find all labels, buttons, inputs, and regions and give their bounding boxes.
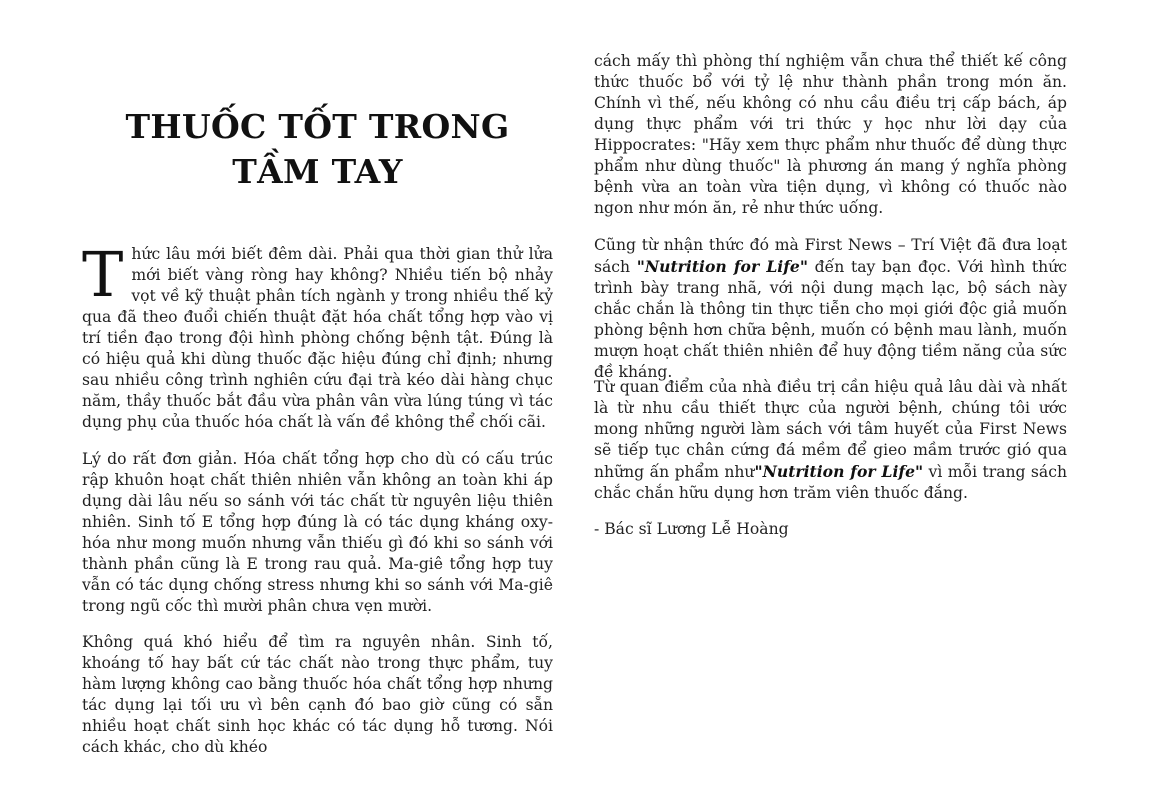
book-title: "Nutrition for Life" — [636, 257, 808, 276]
left-paragraph-1-text: hức lâu mới biết đêm dài. Phải qua thời gian thử lửa mới biết vàng ròng hay không? Nhiều tiến bộ nhảy vọt về kỹ thuật phân tích ngành y trong nhiều thế kỷ qua đã theo đuổi chiến thuật đặt hóa chất tổng hợp vào vị trí tiền đạo trong đội hình phòng chống bệnh tật. Đúng là có hiệu quả khi dùng thuốc đặc hiệu đúng chỉ định; nhưng sau nhiều công trình nghiên cứu đại trà kéo dài hàng chục năm, thầy thuốc bắt đầu vừa phân vân vừa lúng túng vì tác dụng phụ của thuốc hóa chất là vấn đề không thể chối cãi. — [82, 245, 553, 431]
left-paragraph-1 — [82, 238, 553, 433]
left-paragraph-2: Lý do rất đơn giản. Hóa chất tổng hợp cho dù có cấu trúc rập khuôn hoạt chất thiên nhiên vẫn không an toàn khi áp dụng dài lâu nếu so sánh với tác chất từ nguyên liệu thiên nhiên. Sinh tố E tổng hợp đúng là có tác dụng kháng oxy-hóa như mong muốn nhưng vẫn thiếu gì đó khi so sánh với thành phần cũng là E trong rau quả. Ma-giê tổng hợp tuy vẫn có tác dụng chống stress nhưng khi so sánh với Ma-giê trong ngũ cốc thì mười phân chưa vẹn mười. — [82, 450, 553, 615]
left-paragraph-3: Không quá khó hiểu để tìm ra nguyên nhân. Sinh tố, khoáng tố hay bất cứ tác chất nào trong thực phẩm, tuy hàm lượng không cao bằng thuốc hóa chất tổng hợp nhưng tác dụng lại tối ưu vì bên cạnh đó bao giờ cũng có sẵn nhiều hoạt chất sinh học khác có tác dụng hỗ tương. Nói cách khác, cho dù khéo — [82, 633, 553, 756]
right-paragraph-2 — [594, 235, 1067, 383]
right-paragraph-3-text-b: vì mỗi trang sách chắc chắn hữu dụng hơn trăm viên thuốc đắng. — [594, 463, 1068, 502]
page-title: THUỐC TỐT TRONG TẦM TAY — [125, 107, 510, 191]
right-paragraph-2-text-b: đến tay bạn đọc. Với hình thức trình bày trang nhã, với nội dung mạch lạc, bộ sách này chắc chắn là thông tin thực tiễn cho mọi giới độc giả muốn phòng bệnh hơn chữa bệnh, muốn có bệnh mau lành, muốn mượn hoạt chất thiên nhiên để huy động tiềm năng của sức đề kháng. — [594, 258, 1067, 381]
right-paragraph-3-text-a: Từ quan điểm của nhà điều trị cần hiệu quả lâu dài và nhất là từ nhu cầu thiết thực của người bệnh, chúng tôi ước mong những người làm sách với tâm huyết của First News sẽ tiếp tục chân cứng đá mềm để gieo mầm trước gió qua những ấn phẩm như — [594, 378, 1067, 481]
right-paragraph-1: cách mấy thì phòng thí nghiệm vẫn chưa thể thiết kế công thức thuốc bổ với tỷ lệ như thành phần trong món ăn. Chính vì thế, nếu không có nhu cầu điều trị cấp bách, áp dụng thực phẩm với tri thức y học như lời dạy của Hippocrates: "Hãy xem thực phẩm như thuốc để dùng thực phẩm như dùng thuốc" là phương án mang ý nghĩa phòng bệnh vừa an toàn vừa tiện dụng, vì không có thuốc nào ngon như món ăn, rẻ như thức uống. — [594, 52, 1067, 217]
book-title: "Nutrition for Life" — [754, 462, 924, 481]
right-paragraph-2-text-a: Cũng từ nhận thức đó mà First News – Trí Việt đã đưa loạt sách — [594, 236, 1067, 276]
author-signature: - Bác sĩ Lương Lễ Hoàng — [594, 520, 789, 538]
drop-cap: T — [82, 238, 124, 311]
right-paragraph-3 — [594, 377, 1067, 504]
